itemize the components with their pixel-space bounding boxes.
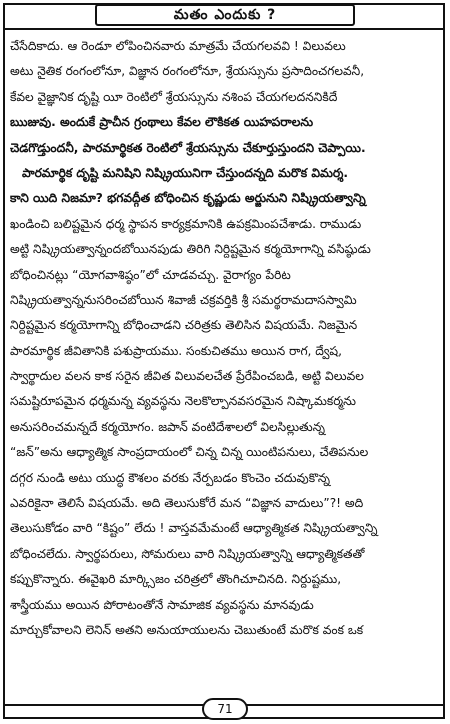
- page-title: మతం ఎందుకు ?: [95, 4, 355, 26]
- text-line: బోధించినట్లు “యోగవాశిష్ఠం”లో చూడవచ్చు. వైరాగ్యం పేరిట: [10, 267, 291, 282]
- text-line: ఎవరికైనా తెలిసే విషయమే. అది తెలుసుకోరే మన “విజ్ఞాన వాదులు”?! అది: [10, 496, 364, 511]
- text-line: ఋజువు. అందుకే ప్రాచీన గ్రంథాలు కేవల లౌకికత యిహపరాలను: [10, 115, 314, 130]
- text-line: పారమార్థిక జీవితానికి పశుప్రాయము. సంకుచితము అయిన రాగ, ద్వేష,: [10, 343, 342, 358]
- text-line: శాస్త్రీయము అయిన పోరాటంతోనే సామాజిక వ్యవస్థను మానవుడు: [10, 597, 314, 612]
- text-line: సమష్టిరూపమైన ధర్మమన్న వ్యవస్థను నెలకొల్పానవసరమైన నిష్కామకర్మను: [10, 394, 356, 409]
- body-text: [10, 34, 440, 643]
- text-line: దగ్గర నుండి అటు యుద్ధ కౌశలం వరకు నేర్పబడం కొంచెం చదువుకొన్న: [10, 470, 330, 485]
- text-line: అనుసరించమన్నదే కర్మయోగం. జపాన్ వంటిదేశాలలో విలసిల్లుతున్న: [10, 419, 325, 434]
- paragraph-start-line: పారమార్థిక దృష్టి మనిషిని నిష్క్రియునిగా చేస్తుందన్నది మరొక విమర్శ.: [22, 165, 349, 180]
- page-number: 71: [202, 698, 248, 720]
- text-line: నిర్దిష్టమైన కర్మయోగాన్ని బోధించాడని చరిత్రకు తెలిసిన విషయమే. నిజమైన: [10, 318, 358, 333]
- text-line: కేవల వైజ్ఞానిక దృష్టి యీ రెంటిలో శ్రేయస్సును నశింప చేయగలదననికిదే: [10, 89, 338, 104]
- text-line: చేసేదికాదు. ఆ రెండూ లోపించినవారు మాత్రమే చేయగలవవి ! విలువలు: [10, 39, 346, 53]
- text-line: కాని యిది నిజమా? భగవద్గీత బోధించిన కృష్ణుడు అర్జునుని నిష్క్రియత్వాన్ని: [10, 191, 366, 206]
- text-line: తెలుసుకోడం వారి “కిష్టం” లేదు ! వాస్తవమేమంటే ఆధ్యాత్మికత నిష్క్రియత్వాన్ని: [10, 521, 378, 536]
- text-line: అట్టి నిష్క్రియత్వాన్నందబోయినపుడు తిరిగి నిర్దిష్టమైన కర్మయోగాన్ని వసిష్ఠుడు: [10, 242, 371, 257]
- text-line: “జన్”అను ఆధ్యాత్మిక సాంప్రదాయంలో చిన్న చిన్న యింటిపనులు, చేతిపనుల: [10, 445, 369, 460]
- text-line: బోధించలేదు. స్వార్థపరులు, సోమరులు వారి నిష్క్రియత్వాన్ని ఆధ్యాత్మికతతో: [10, 546, 365, 561]
- text-line: ఖండించి బలిష్టమైన ధర్మ స్థాపన కార్యక్రమానికి ఉపక్రమింపచేశాడు. రాముడు: [10, 216, 362, 231]
- text-line: కప్పుకొన్నారు. ఈవైఖరి మార్క్సిజం చరిత్రలో తొంగిచూచినది. నిర్దుష్టము,: [10, 572, 342, 587]
- text-line: అటు నైతిక రంగంలోనూ, విజ్ఞాన రంగంలోనూ, శ్రేయస్సును ప్రసాదించగలవనీ,: [10, 64, 365, 79]
- text-line: చెడగొడ్తుందనీ, పారమార్థికత రెంటిలో శ్రేయస్సును చేకూర్తుస్తుందని చెప్పాయి.: [10, 140, 366, 155]
- text-line: స్వార్థాదుల వలన కాక సరైన జీవిత విలువలచేత ప్రేరేపించబడి, అట్టి విలువల: [10, 369, 364, 384]
- text-line: మార్చుకోవాలని లెనిన్ అతని అనుయాయులను చెబుతుంటే మరొక వంక ఒక: [10, 622, 364, 637]
- text-line: నిష్క్రియత్వాన్ననుసరించబోయిన శివాజీ చక్రవర్తికి శ్రీ సమర్థరామదాసస్వామి: [10, 292, 357, 307]
